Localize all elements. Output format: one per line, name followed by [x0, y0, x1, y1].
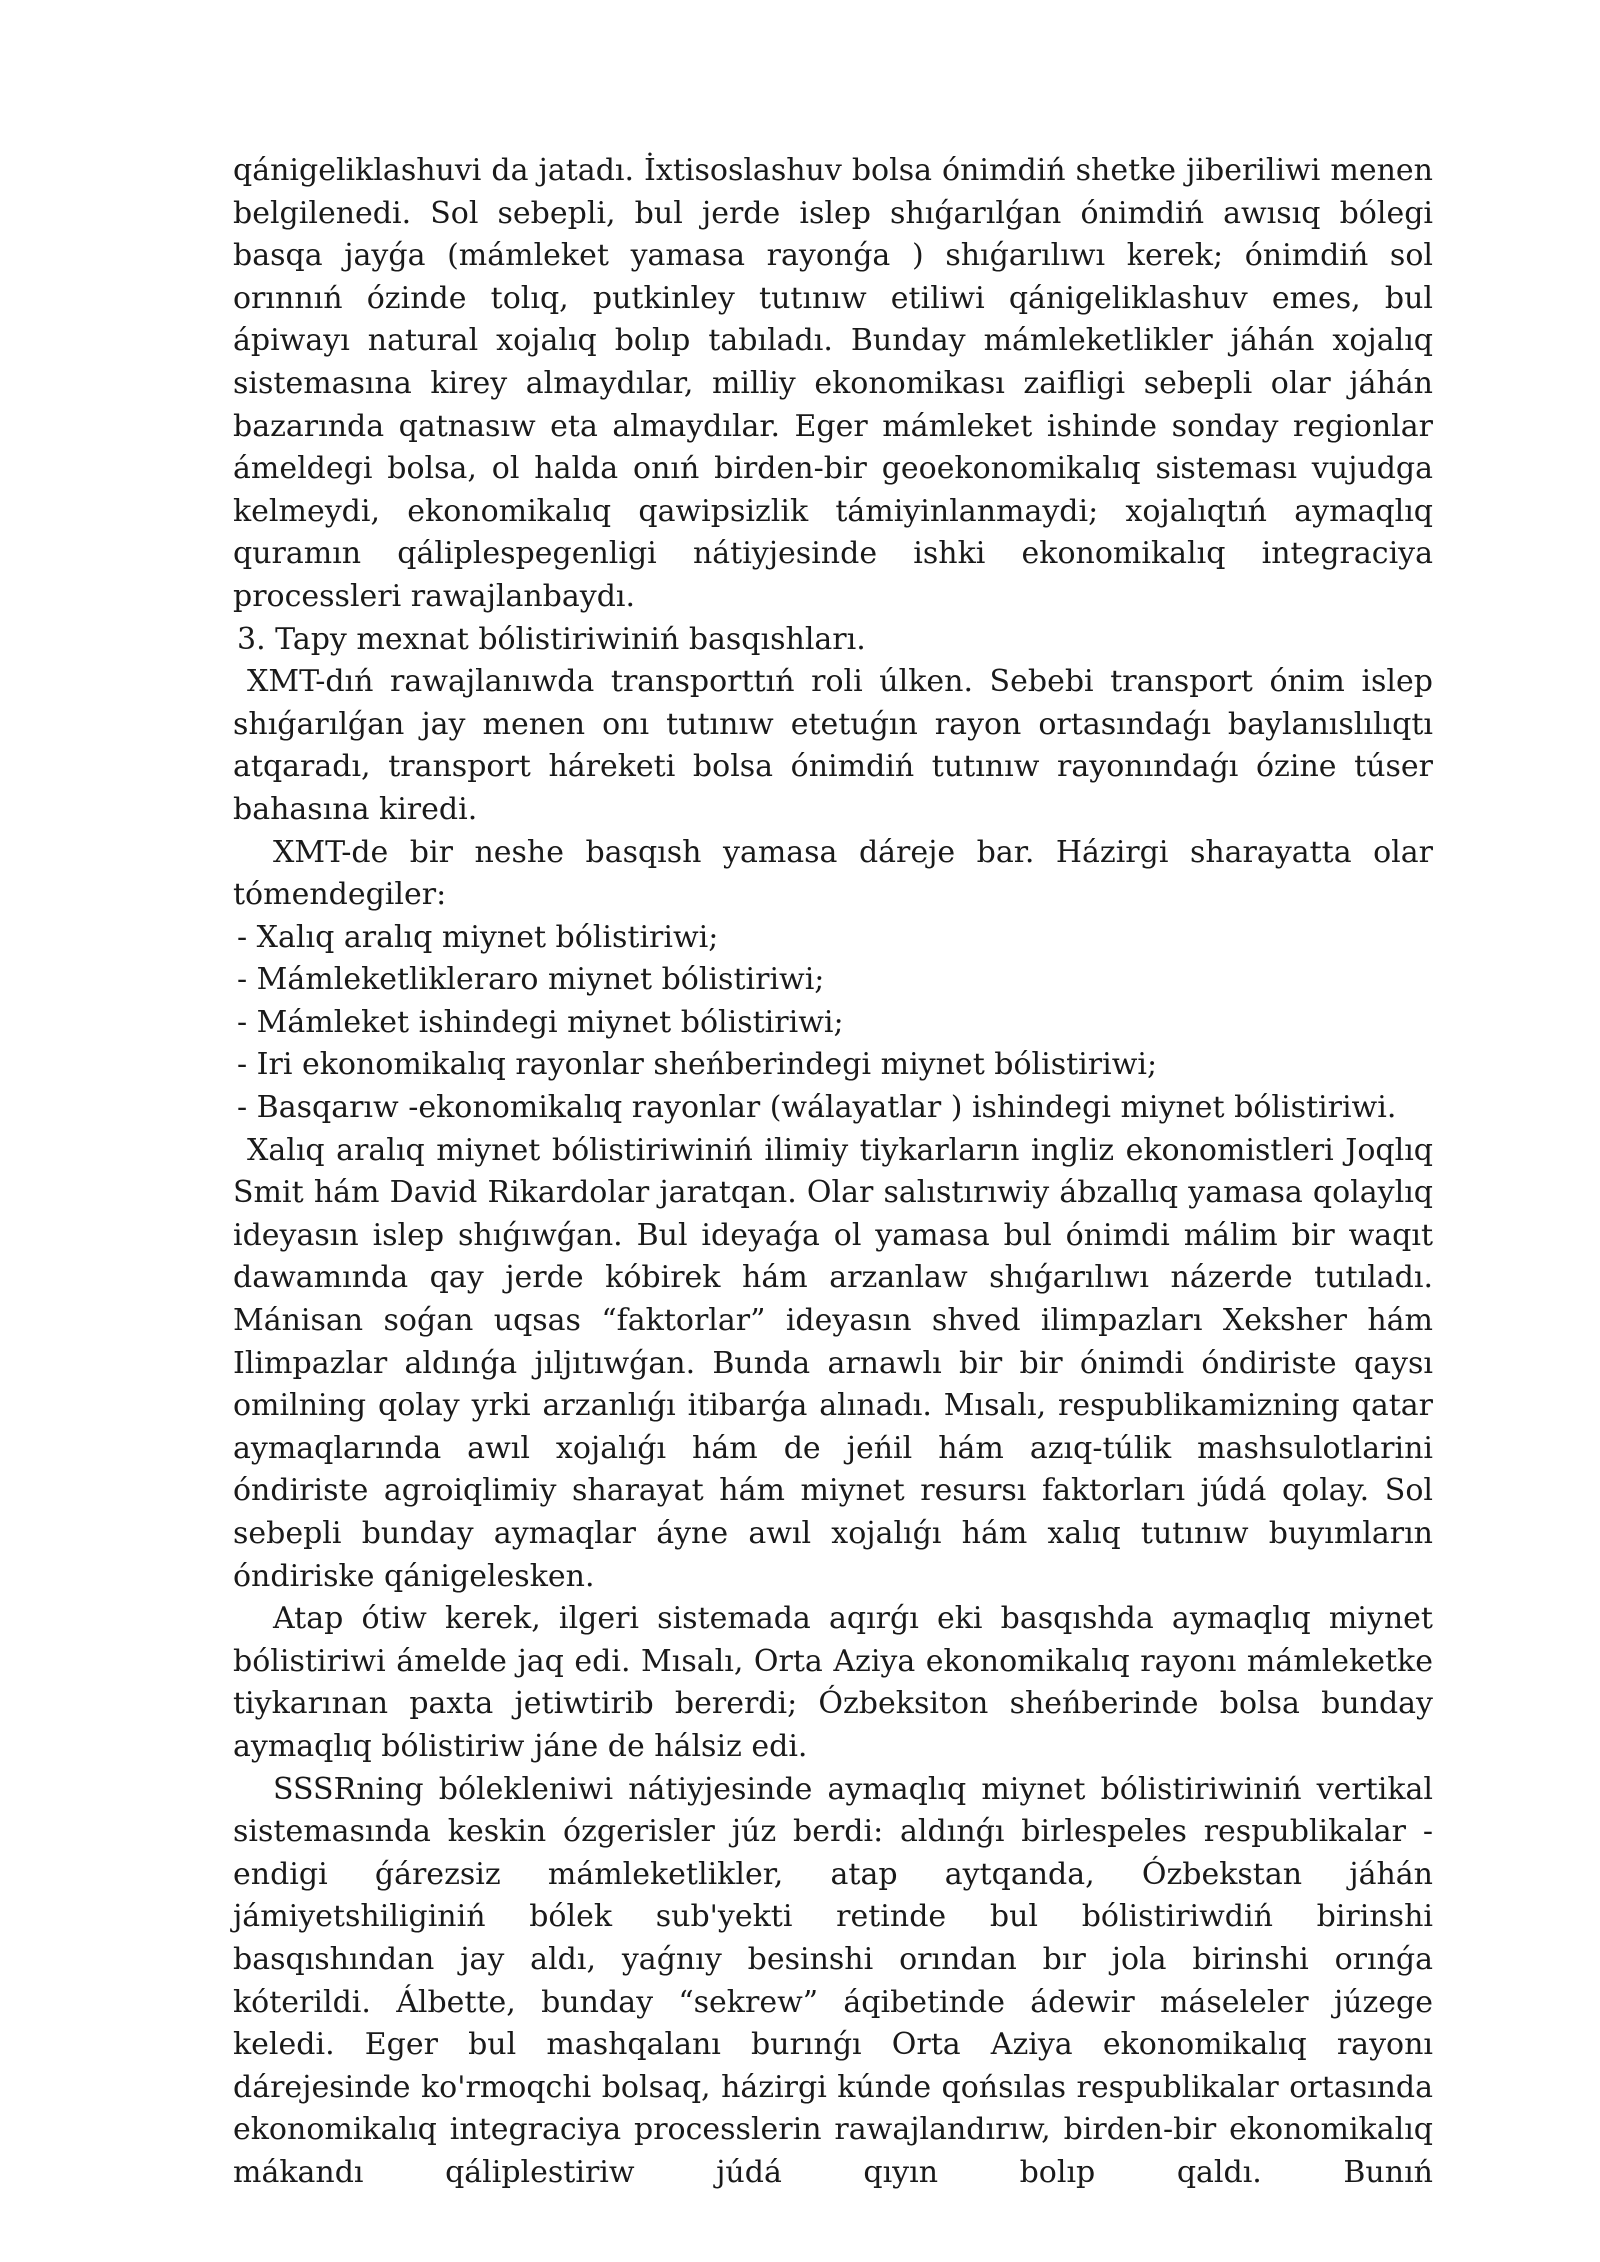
- document-page: [233, 150, 1433, 2195]
- levels-list: [233, 917, 1433, 1130]
- paragraph-theory-origins: Xalıq aralıq miynet bólistiriwiniń ilimiy tiykarların ingliz ekonomistleri Joqlıq Smit hám David Rikardolar jaratqan. Olar salıstırıwiy ábzallıq yamasa qolaylıq ideyasın islep shıǵıwǵan. Bul ideyaǵa ol yamasa bul ónimdi málim bir waqıt dawamında qay jerde kóbirek hám arzanlaw shıǵarılıwı názerde tutıladı. Mánisan soǵan uqsas “faktorlar” ideyasın shved ilimpazları Xeksher hám Ilimpazlar aldınǵa jıljıtıwǵan. Bunda arnawlı bir bir ónimdi óndiriste qaysı omilning qolay yrki arzanlıǵı itibarǵa alınadı. Mısalı, respublikamizning qatar aymaqlarında awıl xojalıǵı hám de jeńil hám azıq-túlik mashsulotlarini óndiriste agroiqlimiy sharayat hám miynet resursı faktorları júdá qolay. Sol sebepli bunday aymaqlar áyne awıl xojalıǵı hám xalıq tutınıw buyımların óndiriske qánigelesken.: [233, 1132, 1433, 1594]
- list-item: - Mámleketliklerаro miynet bólistiriwi;: [237, 962, 825, 998]
- list-item: - Basqarıw -ekonomikalıq rayonlar (wálayatlar ) ishindegi miynet bólistiriwi.: [237, 1090, 1397, 1126]
- paragraph-ussr-breakup: SSSRning bólekleniwi nátiyjesinde aymaqlıq miynet bólistiriwiniń vertikal sistemasında keskin ózgerisler júz berdi: aldınǵı birlespeles respublikalar - endigi ǵárezsiz mámleketlikler, atap aytqanda, Ózbekstan jáhán jámiyetshiliginiń bólek sub'yekti retinde bul bólistiriwdiń birinshi basqıshından jay aldı, yaǵnıy besinshi orından bır jola birinshi orınǵa kóterildi. Álbette, bunday “sekrew” áqibetinde ádewir máseleler júzege keledi. Eger bul mashqalanı burınǵı Orta Aziya ekonomikalıq rayonı dárejesinde ko'rmoqchi bolsaq, házirgi kúnde qońsılas respublikalar ortasında ekonomikalıq integraciya processlerin rawajlandırıw, birden-bir ekonomikalıq mákandı qáliplestiriw júdá qıyın bolıp qaldı. Bunıń: [233, 1771, 1433, 2190]
- paragraph-specialization: qánigeliklashuvi da jatadı. İxtisoslashuv bolsa ónimdiń shetke jiberiliwi menen belgilenedi. Sol sebepli, bul jerde islep shıǵarılǵan ónimdiń awısıq bólegi basqa jayǵa (mámleket yamasa rayonǵa ) shıǵarılıwı kerek; ónimdiń sol orınnıń ózinde tolıq, putkinley tutınıw etiliwi qánigeliklashuv emes, bul ápiwayı natural xojalıq bolıp tabıladı. Bunday mámleketlikler jáhán xojalıq sistemasına kirey almaydılar, milliy ekonomikası zaifligi sebepli olar jáhán bazarında qatnasıw eta almaydılar. Eger mámleket ishinde sonday regionlar ámeldegi bolsa, ol halda onıń birden-bir geoekonomikalıq sisteması vujudga kelmeydi, ekonomikalıq qawipsizlik támiyinlanmaydi; xojalıqtıń aymaqlıq quramın qáliplespegenligi nátiyjesinde ishki ekonomikalıq integraciya processleri rawajlanbaydı.: [233, 153, 1433, 614]
- list-item: - Iri ekonomikalıq rayonlar sheńberindegi miynet bólistiriwi;: [237, 1047, 1158, 1083]
- list-item: - Xalıq aralıq miynet bólistiriwi;: [237, 919, 719, 955]
- paragraph-levels-intro: XMT-de bir neshe basqısh yamasa dáreje bar. Házirgi sharayatta olar tómendegiler:: [233, 834, 1433, 913]
- list-item: - Mámleket ishindegi miynet bólistiriwi;: [237, 1004, 844, 1040]
- paragraph-former-system: Atap ótiw kerek, ilgeri sistemada aqırǵı eki basqıshda aymaqlıq miynet bólistiriwi ámelde jaq edi. Mısalı, Orta Aziya ekonomikalıq rayonı mámleketke tiykarınan paxta jetiwtirib bererdi; Ózbeksiton sheńberinde bolsa bunday aymaqlıq bólistiriw jáne de hálsiz edi.: [233, 1601, 1433, 1764]
- paragraph-transport-role: XMT-dıń rawajlanıwda transporttıń roli úlken. Sebebi transport ónim islep shıǵarılǵan jay menen onı tutınıw etetuǵın rayon ortasındaǵı baylanıslılıqtı atqaradı, transport háreketi bolsa ónimdiń tutınıw rayonındaǵı ózine túser bahasına kiredi.: [233, 664, 1433, 827]
- section-heading-stages: 3. Tapy mexnat bólistiriwiniń basqıshları.: [237, 621, 866, 657]
